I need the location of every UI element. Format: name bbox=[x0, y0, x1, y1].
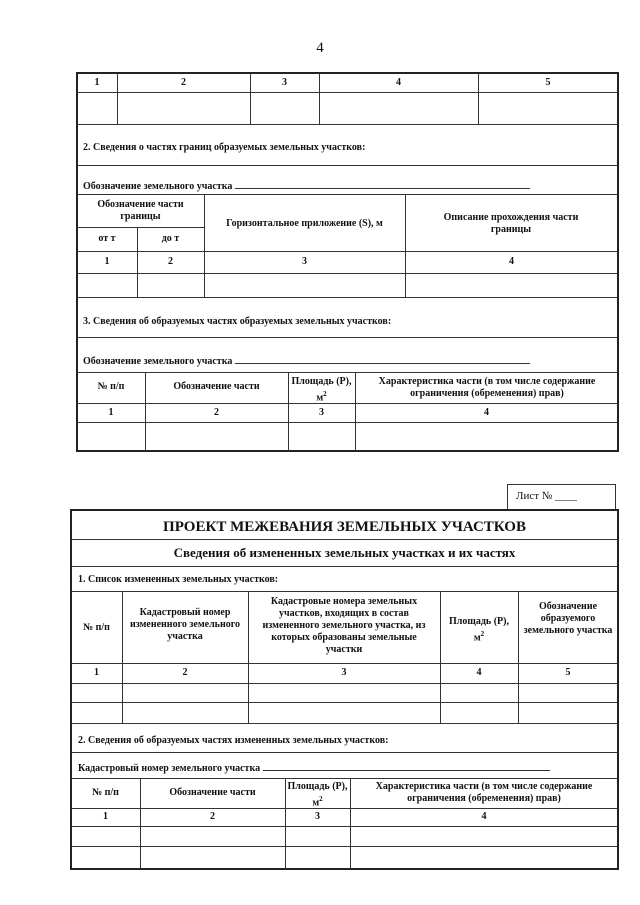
section2-col-horizontal: Горизонтальное приложение (S), м bbox=[226, 218, 383, 229]
section3-num-3: 3 bbox=[319, 407, 324, 418]
list1-num-4: 4 bbox=[476, 667, 482, 678]
project-title: ПРОЕКТ МЕЖЕВАНИЯ ЗЕМЕЛЬНЫХ УЧАСТКОВ bbox=[163, 519, 526, 535]
section2-num-2: 2 bbox=[168, 256, 173, 267]
project-subtitle: Сведения об измененных земельных участках и их частях bbox=[173, 545, 516, 560]
list1-col-designation: Обозначение образуемого земельного участка bbox=[523, 601, 613, 636]
section2-col-from: от т bbox=[98, 233, 116, 244]
list1-col-area: Площадь (P), $м^2$ bbox=[449, 616, 509, 644]
list2-col-part: Обозначение части bbox=[169, 787, 256, 798]
list2-cadastral bbox=[78, 760, 550, 775]
list1-num-5: 5 bbox=[565, 667, 571, 678]
section3-col-part: Обозначение части bbox=[173, 381, 260, 392]
list2-col-no: № п/п bbox=[92, 787, 119, 798]
section3-designation bbox=[83, 353, 530, 368]
list1-col-source: Кадастровые номера земельных участков, входящих в состав измененного земельного участка, из которых образованы земельные участки bbox=[262, 596, 426, 655]
top-col-2: 2 bbox=[181, 77, 186, 88]
list1-col-no: № п/п bbox=[83, 622, 110, 633]
top-col-1: 1 bbox=[94, 77, 100, 88]
list2-num-2: 2 bbox=[210, 811, 215, 822]
list2-cadastral-label: Кадастровый номер земельного участка bbox=[78, 763, 261, 774]
list2-num-4: 4 bbox=[481, 811, 487, 822]
section3-designation-field[interactable] bbox=[235, 353, 530, 364]
list1-col-cadastral: Кадастровый номер измененного земельного участка bbox=[129, 607, 241, 642]
section3-num-1: 1 bbox=[108, 407, 114, 418]
section2-col-boundary-part: Обозначение части границы bbox=[97, 199, 184, 222]
top-col-5: 5 bbox=[545, 77, 551, 88]
list1-num-3: 3 bbox=[341, 667, 347, 678]
list1-num-2: 2 bbox=[182, 667, 188, 678]
section3-col-area: Площадь (P), $м^2$ bbox=[291, 376, 352, 404]
list2-num-3: 3 bbox=[315, 811, 320, 822]
section3-col-char: Характеристика части (в том числе содержание ограничения (обременения) прав) bbox=[378, 376, 596, 399]
section2-col-to: до т bbox=[161, 233, 180, 244]
section3-title: 3. Сведения об образуемых частях образуемых земельных участков: bbox=[83, 316, 392, 327]
section2-num-3: 3 bbox=[302, 256, 307, 267]
list2-title: 2. Сведения об образуемых частях измененных земельных участков: bbox=[78, 735, 389, 746]
list2-cadastral-field[interactable] bbox=[263, 760, 550, 771]
top-col-4: 4 bbox=[396, 77, 401, 88]
list1-title: 1. Список измененных земельных участков: bbox=[78, 574, 279, 585]
section3-num-2: 2 bbox=[214, 407, 219, 418]
section2-num-4: 4 bbox=[509, 256, 514, 267]
section3-designation-label: Обозначение земельного участка bbox=[83, 356, 233, 367]
section2-title: 2. Сведения о частях границ образуемых земельных участков: bbox=[83, 142, 366, 153]
section2-designation-label: Обозначение земельного участка bbox=[83, 181, 233, 192]
section3-num-4: 4 bbox=[484, 407, 489, 418]
section2-designation bbox=[83, 178, 530, 193]
list2-num-1: 1 bbox=[103, 811, 108, 822]
list2-col-char: Характеристика части (в том числе содержание ограничения (обременения) прав) bbox=[375, 781, 593, 804]
sheet-number-label: Лист № ____ bbox=[516, 490, 578, 502]
section2-designation-field[interactable] bbox=[235, 178, 530, 189]
section2-col-description: Описание прохождения части границы bbox=[443, 212, 579, 235]
list2-col-area: Площадь (P), $м^2$ bbox=[287, 781, 348, 809]
list1-num-1: 1 bbox=[94, 667, 99, 678]
page-number: 4 bbox=[316, 40, 324, 56]
section2-num-1: 1 bbox=[104, 256, 110, 267]
section3-col-no: № п/п bbox=[97, 381, 125, 392]
top-col-3: 3 bbox=[282, 77, 287, 88]
